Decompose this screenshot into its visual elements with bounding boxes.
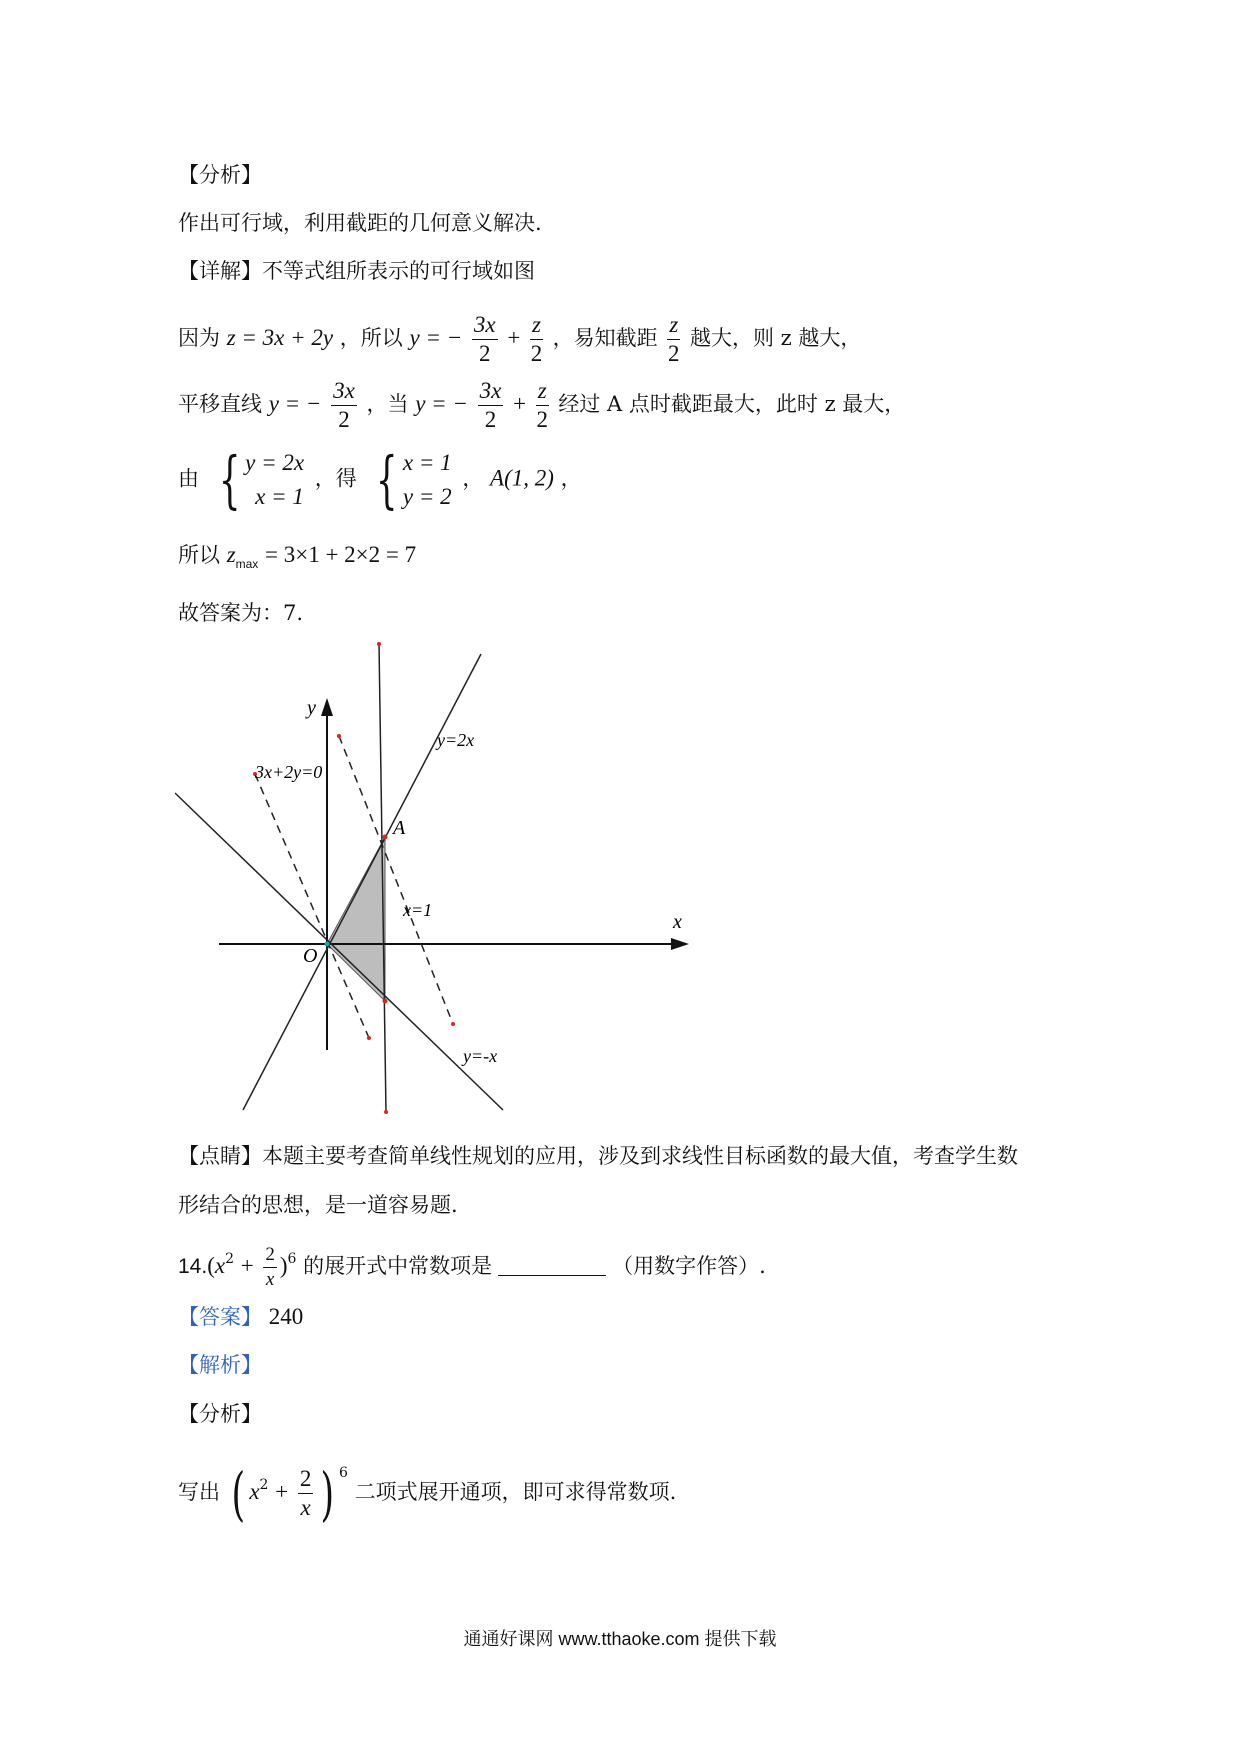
answer-statement: 故答案为：7. [178, 601, 304, 625]
y-equals-minus: y = − [415, 391, 468, 416]
plus-sign: + [240, 1253, 254, 1278]
review-heading: 【点睛】 [178, 1144, 262, 1168]
fraction-3x-over-2: $\frac{3x}{2}$ [479, 378, 502, 432]
text-therefore: 所以 [178, 543, 220, 567]
point-A-marker [383, 835, 388, 840]
explain-heading: 【解析】 [178, 1353, 262, 1377]
paren-open: ( [207, 1253, 215, 1278]
z-max-calculation: = 3×1 + 2×2 = 7 [265, 542, 417, 567]
y-axis-arrow [321, 698, 333, 716]
detail-heading: 【详解】 [178, 259, 262, 283]
equation-system-2: { x = 1 y = 2 [376, 443, 452, 516]
var-x: x [214, 1253, 226, 1278]
feasible-region-figure [175, 640, 735, 1120]
feasible-region [327, 837, 385, 1001]
answer-blank [498, 1275, 606, 1276]
question-hint: （用数字作答）. [612, 1254, 766, 1278]
text-intercept: ，易知截距 [552, 326, 658, 350]
label-y-neg-x: y=-x [463, 1046, 498, 1066]
equation-system-1: { y = 2x x = 1 [218, 443, 305, 516]
endpoint-dot [384, 1110, 388, 1114]
label-y-2x: y=2x [437, 730, 475, 750]
text-get: ，得 [314, 466, 357, 491]
fraction-z-over-2: $\frac{z}{2}$ [536, 378, 548, 432]
review-line-1 [178, 1141, 1018, 1171]
fraction-z-over-2-b: $\frac{z}{2}$ [668, 312, 680, 366]
detail-intro: 不等式组所表示的可行域如图 [262, 259, 535, 283]
text-larger: 越大，则 z 越大， [689, 326, 862, 350]
big-paren-open: ( [231, 1459, 245, 1528]
label-y-axis: y [307, 697, 316, 719]
detail-intro-line [178, 256, 535, 286]
plus-sign: + [513, 391, 527, 416]
var-x: x [249, 1479, 260, 1504]
endpoint-dot [367, 1036, 371, 1040]
text-translate: 平移直线 [178, 392, 262, 416]
fraction-3x-over-2: $\frac{3x}{2}$ [333, 378, 355, 432]
line-y-2x [243, 654, 481, 1110]
big-paren-close: ) [320, 1459, 335, 1528]
point-B-marker [383, 999, 388, 1004]
comma: ， [560, 466, 582, 491]
text-write: 写出 [178, 1480, 220, 1504]
exponent-2: 2 [225, 1251, 235, 1267]
translated-objective-line-dashed [339, 736, 453, 1024]
label-objective: 3x+2y=0 [255, 762, 323, 782]
x-axis-arrow [671, 938, 689, 950]
exponent-2: 2 [259, 1477, 269, 1493]
analysis-2-line [178, 1458, 677, 1528]
detail-line-3 [178, 443, 582, 516]
plus-sign: + [507, 325, 521, 350]
detail-line-1 [178, 312, 861, 367]
question-number: 14. [178, 1255, 208, 1278]
exponent-6: 6 [287, 1251, 297, 1267]
paren-close: ) [279, 1253, 288, 1278]
detail-line-2 [178, 378, 905, 433]
detail-line-4 [178, 540, 416, 579]
point-A: A(1, 2) [490, 465, 554, 491]
label-x-axis: x [673, 911, 682, 933]
origin-marker [325, 942, 330, 947]
review-text-2: 形结合的思想，是一道容易题. [178, 1193, 458, 1217]
fraction-z-over-2: $\frac{z}{2}$ [530, 312, 543, 366]
fraction-2-over-x: $\frac{2}{x}$ [299, 1466, 312, 1520]
objective-equation: z = 3x + 2y [226, 325, 334, 350]
answer-heading: 【答案】 [178, 1305, 262, 1329]
label-x-1: x=1 [403, 900, 433, 920]
answer-value: 240 [268, 1304, 304, 1329]
text-when: ，当 [366, 392, 409, 416]
fraction-3x-over-2: $\frac{3x}{2}$ [473, 312, 496, 366]
analysis-text: 作出可行域，利用截距的几何意义解决. [178, 211, 542, 235]
question-14 [178, 1244, 766, 1291]
label-origin: O [303, 945, 318, 967]
question-text: 的展开式中常数项是 [303, 1254, 493, 1278]
analysis-2-heading: 【分析】 [178, 1402, 262, 1426]
endpoint-dot [377, 642, 381, 646]
text-because: 因为 [178, 326, 220, 350]
text-so: ，所以 [339, 326, 403, 350]
line-y-neg-x [175, 793, 503, 1110]
text-through-A: 经过 A 点时截距最大，此时 z 最大， [558, 392, 906, 416]
text-from: 由 [178, 466, 199, 491]
label-A: A [393, 817, 406, 839]
exponent-6: 6 [338, 1465, 348, 1481]
review-text-1: 本题主要考查简单线性规划的应用，涉及到求线性目标函数的最大值，考查学生数 [262, 1144, 1018, 1168]
answer-line [178, 1302, 303, 1332]
fraction-2-over-x: $\frac{2}{x}$ [265, 1244, 275, 1290]
z-max-var: z [226, 542, 236, 567]
endpoint-dot [451, 1022, 455, 1026]
footer-watermark: 通通好课网 www.tthaoke.com 提供下载 [463, 1629, 777, 1649]
y-equals-minus: y = − [268, 391, 322, 416]
analysis-heading: 【分析】 [178, 163, 262, 187]
endpoint-dot [337, 734, 341, 738]
comma: ， [462, 466, 484, 491]
y-equals-minus: y = − [409, 325, 463, 350]
z-max-subscript: max [235, 557, 259, 571]
plus-sign: + [275, 1479, 289, 1504]
analysis-2-text: 二项式展开通项，即可求得常数项. [354, 1480, 677, 1504]
